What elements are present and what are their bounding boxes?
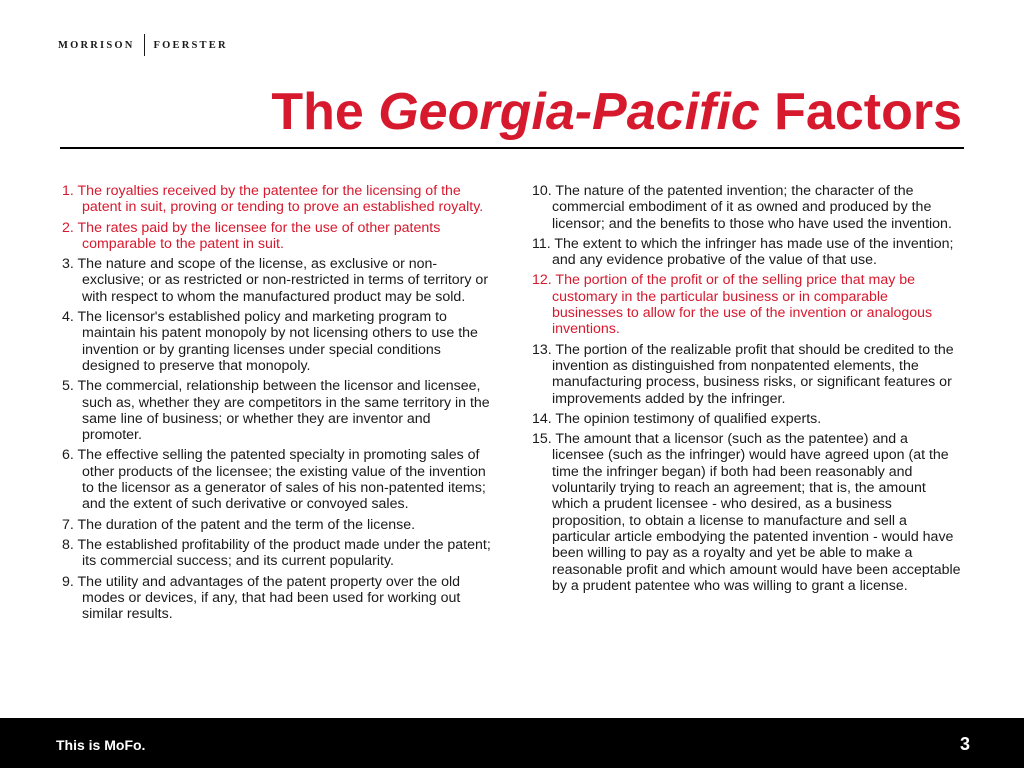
factor-item: 8. The established profitability of the product made under the patent; its commercial success; and its current popularity.	[62, 536, 491, 570]
footer-bar	[0, 718, 1024, 768]
title-prefix: The	[271, 83, 364, 141]
factor-item: 5. The commercial, relationship between the licensor and licensee, such as, whether they are competitors in the same territory in the same line of business; or whether they are inventor and promoter.	[62, 378, 490, 444]
factor-item: 15. The amount that a licensor (such as the patentee) and a licensee (such as the infringer) would have agreed upon (at the time the infringer began) if both had been reasonably and voluntarily trying to reach an agreement; that is, the amount which a prudent licensee - who desired, as a business proposition, to obtain a license to manufacture and sell a particular article embodying the patented invention - would have been willing to pay as a royalty and yet be able to make a reasonable profit and which amount would have been acceptable by a prudent patentee who was willing to grant a license.	[532, 431, 961, 594]
logo-divider	[144, 34, 145, 56]
factor-item: 14. The opinion testimony of qualified experts.	[532, 410, 822, 427]
company-logo	[58, 33, 228, 57]
factors-left-column	[62, 183, 494, 626]
title-divider-rule	[60, 147, 964, 149]
page-number: 3	[959, 734, 970, 754]
logo-left-word: MORRISON	[58, 39, 135, 51]
title-suffix: Factors	[774, 83, 962, 141]
factor-item: 7. The duration of the patent and the term of the license.	[62, 516, 416, 533]
footer-tagline: This is MoFo.	[56, 737, 146, 753]
factor-item: 1. The royalties received by the patentee for the licensing of the patent in suit, proving or tending to prove an established royalty.	[62, 183, 484, 216]
title-italic: Georgia-Pacific	[378, 83, 760, 141]
factor-item: 9. The utility and advantages of the patent property over the old modes or devices, if any, that had been used for working out similar results.	[62, 573, 461, 623]
slide-title	[271, 80, 962, 144]
factor-item: 11. The extent to which the infringer has made use of the invention; and any evidence probative of the value of that use.	[532, 235, 954, 269]
factor-item: 12. The portion of the profit or of the selling price that may be customary in the particular business or in comparable businesses to allow for the use of the invention or analogous inventions.	[532, 272, 933, 338]
factor-item: 13. The portion of the realizable profit that should be credited to the invention as distinguished from nonpatented elements, the manufacturing process, business risks, or significant features or improvements added by the infringer.	[532, 341, 954, 407]
factor-item: 3. The nature and scope of the license, as exclusive or non-exclusive; or as restricted or non-restricted in terms of territory or with respect to whom the manufactured product may be sold.	[62, 256, 489, 305]
factors-right-column	[532, 183, 962, 598]
logo-right-word: FOERSTER	[153, 39, 228, 51]
factor-item: 6. The effective selling the patented specialty in promoting sales of other products of the licensee; the existing value of the invention to the licensor as a generator of sales of his non-patented items; and the extent of such derivative or convoyed sales.	[62, 447, 486, 513]
factor-item: 4. The licensor's established policy and marketing program to maintain his patent monopoly by not licensing others to use the invention or by granting licenses under special conditions designed to preserve that monopoly.	[62, 309, 478, 374]
factor-item: 2. The rates paid by the licensee for the use of other patents comparable to the patent in suit.	[62, 219, 441, 252]
factor-item: 10. The nature of the patented invention; the character of the commercial embodiment of it as owned and produced by the licensor; and the benefits to those who have used the invention.	[532, 183, 952, 232]
